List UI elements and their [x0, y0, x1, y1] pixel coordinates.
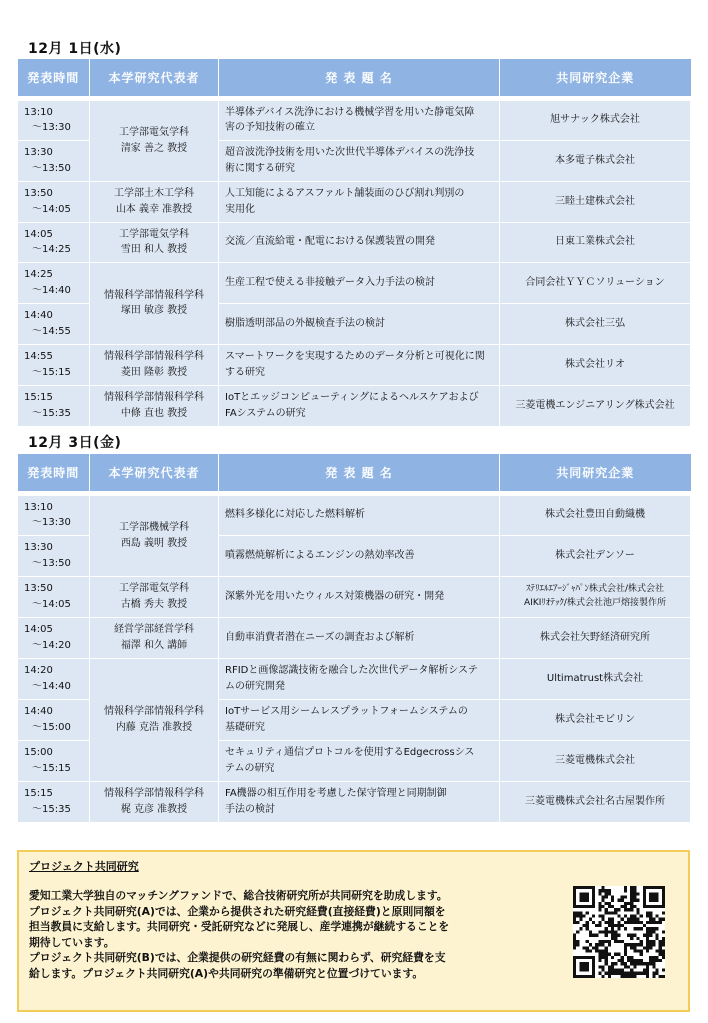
time-cell: 13:10 ～13:30 [18, 100, 90, 140]
title-cell: IoTとエッジコンピューティングによるヘルスケアおよび FAシステムの研究 [219, 385, 500, 426]
representative-cell: 工学部機械学科 西島 義明 教授 [90, 495, 219, 576]
company-cell: 合同会社ＹＹＣソリューション [500, 262, 691, 303]
description-line: 愛知工業大学独自のマッチングファンドで、総合技術研究所が共同研究を助成します。 [29, 889, 448, 902]
time-cell: 13:30 ～13:50 [18, 140, 90, 181]
company-cell: 株式会社モビリン [500, 699, 691, 740]
description-line: プロジェクト共同研究(B)では、企業提供の研究経費の有無に関わらず、研究経費を支 [29, 951, 446, 965]
title-cell: 交流／直流給電・配電における保護装置の開発 [219, 222, 500, 262]
time-cell: 13:50 ～14:05 [18, 181, 90, 222]
time-cell: 14:40 ～14:55 [18, 303, 90, 344]
table-row [18, 344, 691, 385]
company-cell: 三菱電機株式会社 [500, 740, 691, 781]
company-cell: 株式会社リオ [500, 344, 691, 385]
representative-cell: 情報科学部情報科学科 梶 克彦 准教授 [90, 781, 219, 822]
header-time: 発表時間 [18, 454, 90, 491]
representative-cell: 情報科学部情報科学科 塚田 敏彦 教授 [90, 262, 219, 344]
time-cell: 15:15 ～15:35 [18, 781, 90, 822]
table-row [18, 658, 691, 699]
table-row [18, 617, 691, 658]
table-row [18, 262, 691, 303]
company-cell: 株式会社デンソー [500, 535, 691, 576]
representative-cell: 情報科学部情報科学科 菱田 隆彰 教授 [90, 344, 219, 385]
header-time: 発表時間 [18, 59, 90, 96]
schedule-table-day2 [17, 454, 691, 823]
table-row [18, 222, 691, 262]
header-title: 発 表 題 名 [219, 59, 500, 96]
time-cell: 15:15 ～15:35 [18, 385, 90, 426]
representative-cell: 工学部電気学科 古橋 秀夫 教授 [90, 576, 219, 617]
title-cell: セキュリティ通信プロトコルを使用するEdgecrossシス テムの研究 [219, 740, 500, 781]
time-cell: 13:30 ～13:50 [18, 535, 90, 576]
header-title: 発 表 題 名 [219, 454, 500, 491]
company-cell: 日東工業株式会社 [500, 222, 691, 262]
time-cell: 14:20 ～14:40 [18, 658, 90, 699]
table-row [18, 385, 691, 426]
title-cell: 噴霧燃焼解析によるエンジンの熱効率改善 [219, 535, 500, 576]
table-header-row [18, 59, 691, 96]
header-company: 共同研究企業 [500, 59, 691, 96]
title-cell: 燃料多様化に対応した燃料解析 [219, 495, 500, 535]
company-cell: 三菱電機株式会社名古屋製作所 [500, 781, 691, 822]
project-description [29, 888, 539, 982]
title-cell: スマートワークを実現するためのデータ分析と可視化に関 する研究 [219, 344, 500, 385]
table-row [18, 181, 691, 222]
description-line: 担当教員に支給します。共同研究・受託研究などに発展し、産学連携が継続することを [29, 920, 450, 934]
table-row [18, 495, 691, 535]
representative-cell: 経営学部経営学科 福澤 和久 講師 [90, 617, 219, 658]
title-cell: 樹脂透明部品の外観検査手法の検討 [219, 303, 500, 344]
title-cell: RFIDと画像認識技術を融合した次世代データ解析システ ムの研究開発 [219, 658, 500, 699]
representative-cell: 工学部土木工学科 山本 義幸 准教授 [90, 181, 219, 222]
header-representative: 本学研究代表者 [90, 59, 219, 96]
day2-title: 12月 3日(金) [28, 435, 122, 451]
title-cell: 人工知能によるアスファルト舗装面のひび割れ判別の 実用化 [219, 181, 500, 222]
table-row [18, 100, 691, 140]
time-cell: 14:25 ～14:40 [18, 262, 90, 303]
table-row [18, 576, 691, 617]
company-cell: 三菱電機エンジニアリング株式会社 [500, 385, 691, 426]
company-cell: 旭サナック株式会社 [500, 100, 691, 140]
qr-code-icon[interactable] [573, 886, 665, 978]
time-cell: 14:05 ～14:25 [18, 222, 90, 262]
company-cell: 株式会社矢野経済研究所 [500, 617, 691, 658]
time-cell: 13:10 ～13:30 [18, 495, 90, 535]
title-cell: 半導体デバイス洗浄における機械学習を用いた静電気障 害の予知技術の確立 [219, 100, 500, 140]
representative-cell: 情報科学部情報科学科 中條 直也 教授 [90, 385, 219, 426]
title-cell: 生産工程で使える非接触データ入力手法の検討 [219, 262, 500, 303]
company-cell: 三睦土建株式会社 [500, 181, 691, 222]
title-cell: FA機器の相互作用を考慮した保守管理と同期制御 手法の検討 [219, 781, 500, 822]
company-cell: 株式会社三弘 [500, 303, 691, 344]
time-cell: 14:05 ～14:20 [18, 617, 90, 658]
description-line: 期待しています。 [29, 935, 115, 949]
company-cell: Ultimatrust株式会社 [500, 658, 691, 699]
table-header-row [18, 454, 691, 491]
title-cell: 自動車消費者潜在ニーズの調査および解析 [219, 617, 500, 658]
company-cell: ｽﾃﾘｴﾙｴｱｰｼﾞｬﾊﾟﾝ株式会社/株式会社 AIKIﾘｵﾃｯｸ/株式会社池戸熔接製作所 [500, 576, 691, 617]
project-title: プロジェクト共同研究 [29, 860, 139, 873]
table-row [18, 781, 691, 822]
description-line: 給します。プロジェクト共同研究(A)や共同研究の準備研究と位置づけています。 [29, 966, 424, 980]
company-cell: 株式会社豊田自動織機 [500, 495, 691, 535]
title-cell: 深紫外光を用いたウィルス対策機器の研究・開発 [219, 576, 500, 617]
header-representative: 本学研究代表者 [90, 454, 219, 491]
representative-cell: 工学部電気学科 清家 善之 教授 [90, 100, 219, 181]
time-cell: 14:55 ～15:15 [18, 344, 90, 385]
description-line: プロジェクト共同研究(A)では、企業から提供された研究経費(直接経費)と原則同額を [29, 904, 446, 918]
time-cell: 15:00 ～15:15 [18, 740, 90, 781]
representative-cell: 情報科学部情報科学科 内藤 克浩 准教授 [90, 658, 219, 781]
schedule-table-day1 [17, 59, 691, 427]
title-cell: 超音波洗浄技術を用いた次世代半導体デバイスの洗浄技 術に関する研究 [219, 140, 500, 181]
day1-title: 12月 1日(水) [28, 41, 122, 57]
header-company: 共同研究企業 [500, 454, 691, 491]
title-cell: IoTサービス用シームレスプラットフォームシステムの 基礎研究 [219, 699, 500, 740]
project-info-box [17, 850, 690, 1012]
time-cell: 14:40 ～15:00 [18, 699, 90, 740]
representative-cell: 工学部電気学科 雪田 和人 教授 [90, 222, 219, 262]
time-cell: 13:50 ～14:05 [18, 576, 90, 617]
company-cell: 本多電子株式会社 [500, 140, 691, 181]
